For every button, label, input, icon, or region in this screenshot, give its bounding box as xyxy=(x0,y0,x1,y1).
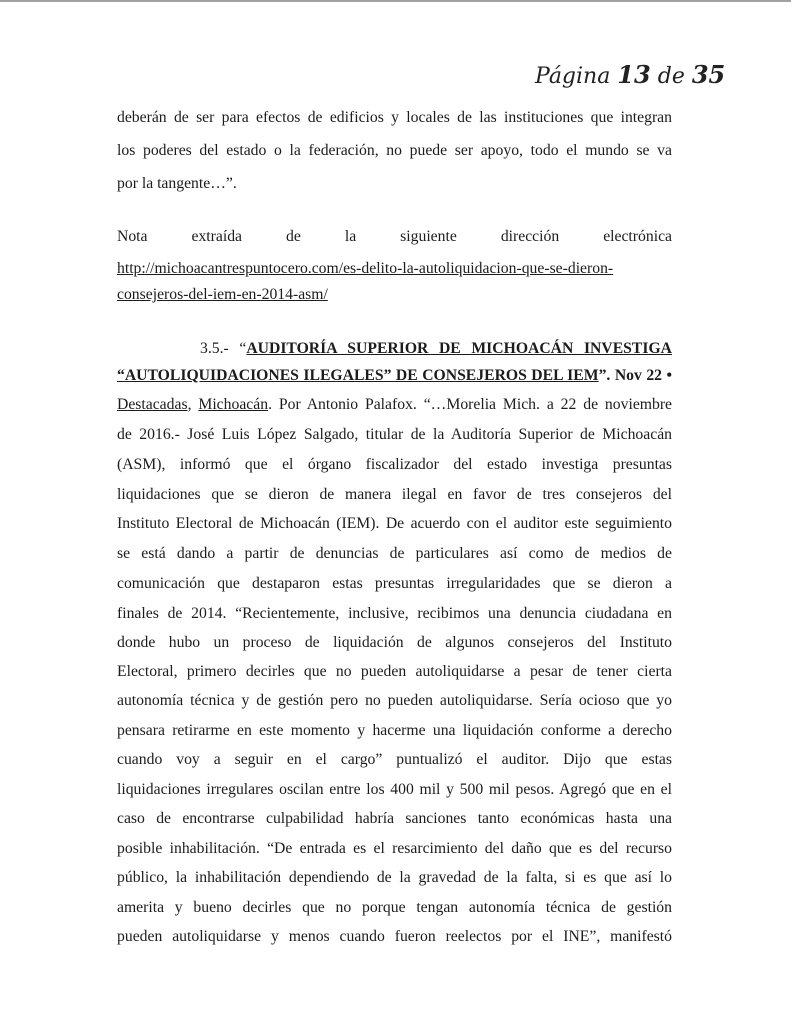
page-number-header xyxy=(535,60,725,89)
text-line: liquidaciones irregulares oscilan entre los 400 mil y 500 mil pesos. Agregó que en el xyxy=(117,781,672,798)
section-heading-line-2 xyxy=(117,365,672,387)
note-word: dirección xyxy=(500,228,560,245)
text-line: Instituto Electoral de Michoacán (IEM). De acuerdo con el auditor este seguimiento xyxy=(117,515,672,532)
section-byline xyxy=(117,394,672,416)
page-label: Página xyxy=(535,64,611,89)
text-line: por la tangente…”. xyxy=(117,175,237,192)
note-word: de xyxy=(286,228,301,245)
text-line: pensara retirarme en este momento y hacerme una liquidación conforme a derecho xyxy=(117,722,672,739)
text-line: finales de 2014. “Recientemente, inclusive, recibimos una denuncia ciudadana en xyxy=(117,605,672,622)
note-word: Nota xyxy=(117,228,148,245)
source-note xyxy=(117,226,672,248)
source-url-line-2[interactable] xyxy=(117,284,672,306)
section-title-close: ”. Nov 22 • xyxy=(598,367,672,384)
note-word: la xyxy=(344,228,357,245)
text-line: Electoral, primero decirles que no pueden autoliquidarse a pesar de tener cierta xyxy=(117,663,672,680)
text-line: donde hubo un proceso de liquidación de algunos consejeros del Instituto xyxy=(117,634,672,651)
source-url-line-1[interactable] xyxy=(117,258,672,280)
text-line: amerita y bueno decirles que no porque tengan autonomía técnica de gestión xyxy=(117,899,672,916)
text-line: (ASM), informó que el órgano fiscalizador del estado investiga presuntas xyxy=(117,456,672,473)
section-title-continued: “AUTOLIQUIDACIONES ILEGALES” DE CONSEJEROS DEL IEM xyxy=(117,367,599,384)
text-line: posible inhabilitación. “De entrada es el resarcimiento del daño que es del recurso xyxy=(117,840,672,857)
text-line: liquidaciones que se dieron de manera ilegal en favor de tres consejeros del xyxy=(117,486,672,503)
note-word: electrónica xyxy=(603,228,672,245)
section-number: 3.5.- “ xyxy=(200,340,247,357)
total-pages-number: 35 xyxy=(691,60,726,89)
section-title: AUDITORÍA SUPERIOR DE MICHOACÁN INVESTIGA xyxy=(246,340,672,357)
category-link-michoacan[interactable]: Michoacán xyxy=(198,396,269,413)
current-page-number: 13 xyxy=(617,60,651,89)
text-line: cuando voy a seguir en el cargo” puntualizó el auditor. Dijo que estas xyxy=(117,751,672,768)
page-of-label: de xyxy=(657,64,685,89)
text-line: de 2016.- José Luis López Salgado, titular de la Auditoría Superior de Michoacán xyxy=(117,426,672,443)
category-link-destacadas[interactable]: Destacadas xyxy=(117,396,188,413)
source-link[interactable]: consejeros-del-iem-en-2014-asm/ xyxy=(117,286,328,303)
text-line: autonomía técnica y de gestión pero no pueden autoliquidarse. Sería ocioso que yo xyxy=(117,692,672,709)
scan-edge-line xyxy=(0,0,791,2)
byline-text: . Por Antonio Palafox. “…Morelia Mich. a 22 de noviembre xyxy=(268,396,673,413)
separator: , xyxy=(187,396,199,413)
section-heading-line-1 xyxy=(200,338,672,360)
text-line: deberán de ser para efectos de edificios y locales de las instituciones que integran xyxy=(117,109,672,126)
text-line: público, la inhabilitación dependiendo de la gravedad de la falta, si es que así lo xyxy=(117,869,672,886)
note-word: extraída xyxy=(191,228,243,245)
source-link[interactable]: http://michoacantrespuntocero.com/es-delito-la-autoliquidacion-que-se-dieron- xyxy=(117,260,614,277)
text-line: comunicación que destaparon estas presuntas irregularidades que se dieron a xyxy=(117,575,672,592)
text-line: caso de encontrarse culpabilidad habría sanciones tanto económicas hasta una xyxy=(117,810,672,827)
note-word: siguiente xyxy=(400,228,457,245)
text-line: pueden autoliquidarse y menos cuando fueron reelectos por el INE”, manifestó xyxy=(117,928,672,945)
text-line: se está dando a partir de denuncias de particulares así como de medios de xyxy=(117,545,672,562)
text-line: los poderes del estado o la federación, no puede ser apoyo, todo el mundo se va xyxy=(117,142,672,159)
